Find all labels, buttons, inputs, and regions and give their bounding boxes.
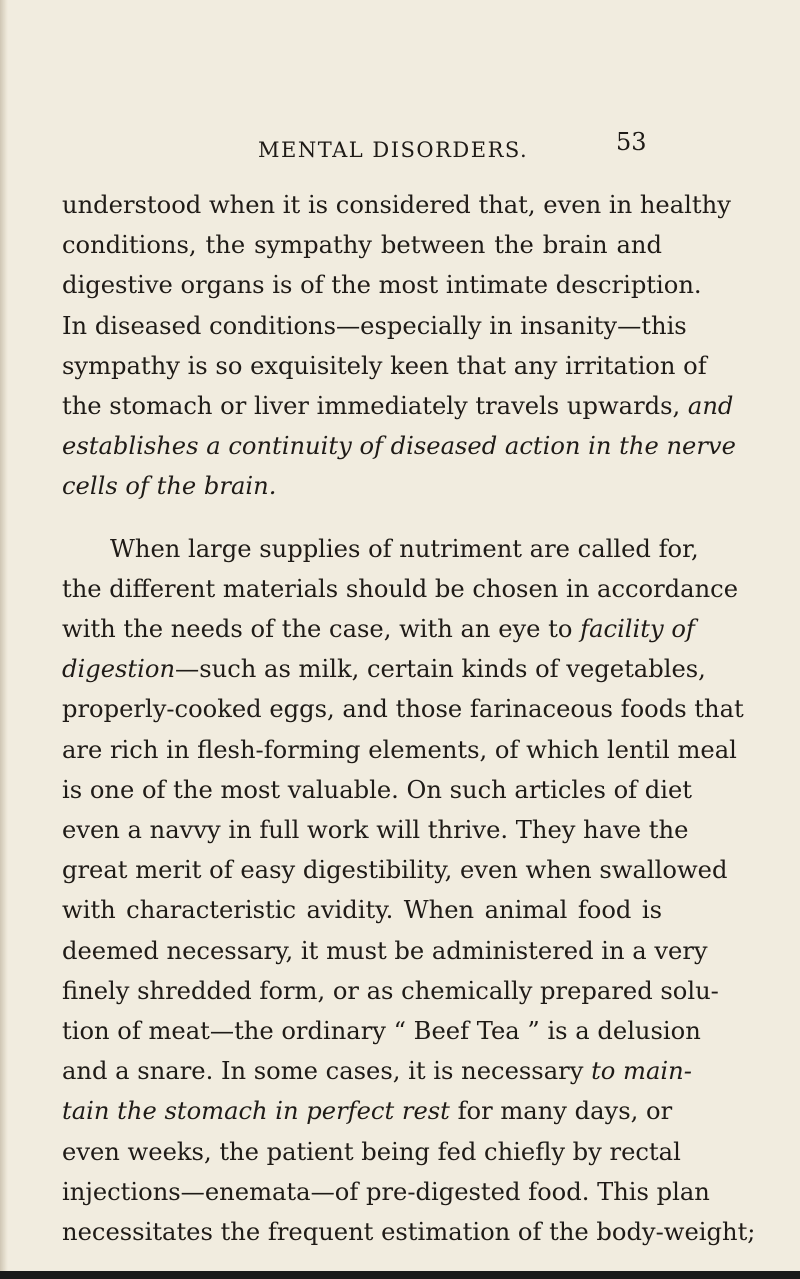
text-line xyxy=(62,346,707,386)
paragraph xyxy=(62,529,756,1253)
text-run: even weeks, the patient being fed chiefly by rectal xyxy=(62,1137,681,1166)
running-head xyxy=(258,128,658,168)
text-run: finely shredded form, or as chemically prepared solu- xyxy=(62,976,719,1005)
paragraph xyxy=(62,185,736,507)
italic-text: digestion xyxy=(62,655,176,684)
text-run: When large supplies of nutriment are called for, xyxy=(110,534,699,563)
text-line xyxy=(62,1051,692,1091)
text-run: deemed necessary, it must be administered in a very xyxy=(62,936,708,965)
bottom-scan-bar xyxy=(0,1271,800,1279)
text-run: and a snare. In some cases, it is necessary xyxy=(62,1057,592,1086)
text-line xyxy=(62,386,734,426)
text-line xyxy=(62,225,662,265)
text-line xyxy=(62,185,731,225)
page-number: 53 xyxy=(616,128,647,156)
text-line xyxy=(62,890,662,930)
page-edge-shadow xyxy=(0,0,8,1279)
text-run: with the needs of the case, with an eye to xyxy=(62,615,581,644)
text-line xyxy=(62,265,702,305)
text-run: sympathy is so exquisitely keen that any irritation of xyxy=(62,351,707,380)
text-run: even a navvy in full work will thrive. They have the xyxy=(62,816,689,845)
text-run: conditions, the sympathy between the brain and xyxy=(62,231,662,260)
text-line xyxy=(62,770,693,810)
text-line xyxy=(62,466,662,506)
text-line xyxy=(62,971,719,1011)
text-line xyxy=(62,529,699,569)
text-line xyxy=(62,649,706,689)
text-run: —such as milk, certain kinds of vegetables, xyxy=(175,655,706,684)
text-line xyxy=(62,931,708,971)
text-line xyxy=(62,1212,756,1252)
text-line xyxy=(62,426,736,466)
italic-text: facility of xyxy=(580,615,695,644)
text-run: with characteristic avidity. When animal food is xyxy=(62,896,662,925)
italic-text: to main- xyxy=(591,1057,692,1086)
text-line xyxy=(62,1011,701,1051)
paragraph-gap xyxy=(62,507,662,529)
text-run: digestive organs is of the most intimate description. xyxy=(62,271,702,300)
text-line xyxy=(62,306,687,346)
text-run: great merit of easy digestibility, even when swallowed xyxy=(62,856,728,885)
text-line xyxy=(62,569,739,609)
text-run: In diseased conditions—especially in insanity—this xyxy=(62,311,687,340)
text-line xyxy=(62,689,744,729)
text-run: necessitates the frequent estimation of the body-weight; xyxy=(62,1218,756,1247)
italic-text: and xyxy=(687,392,734,421)
body-text xyxy=(62,185,756,1252)
text-line xyxy=(62,810,689,850)
text-line xyxy=(62,730,737,770)
text-line xyxy=(62,850,728,890)
text-run: tion of meat—the ordinary “ Beef Tea ” is a delusion xyxy=(62,1017,701,1046)
running-title: MENTAL DISORDERS. xyxy=(258,138,529,162)
text-run: the different materials should be chosen in accordance xyxy=(62,574,739,603)
text-line xyxy=(62,1172,710,1212)
text-run: the stomach or liver immediately travels upwards, xyxy=(62,392,688,421)
italic-text: cells of the brain. xyxy=(62,472,277,501)
text-line xyxy=(62,609,695,649)
text-run: for many days, or xyxy=(449,1097,673,1126)
text-run: is one of the most valuable. On such articles of diet xyxy=(62,775,693,804)
italic-text: establishes a continuity of diseased action in the nerve xyxy=(62,432,736,461)
text-run: understood when it is considered that, even in healthy xyxy=(62,191,731,219)
text-run: are rich in flesh-forming elements, of which lentil meal xyxy=(62,735,737,764)
italic-text: tain the stomach in perfect rest xyxy=(62,1097,450,1126)
text-run: injections—enemata—of pre-digested food. This plan xyxy=(62,1177,710,1206)
text-line xyxy=(62,1132,681,1172)
text-line xyxy=(62,1091,673,1131)
text-run: properly-cooked eggs, and those farinaceous foods that xyxy=(62,695,744,724)
